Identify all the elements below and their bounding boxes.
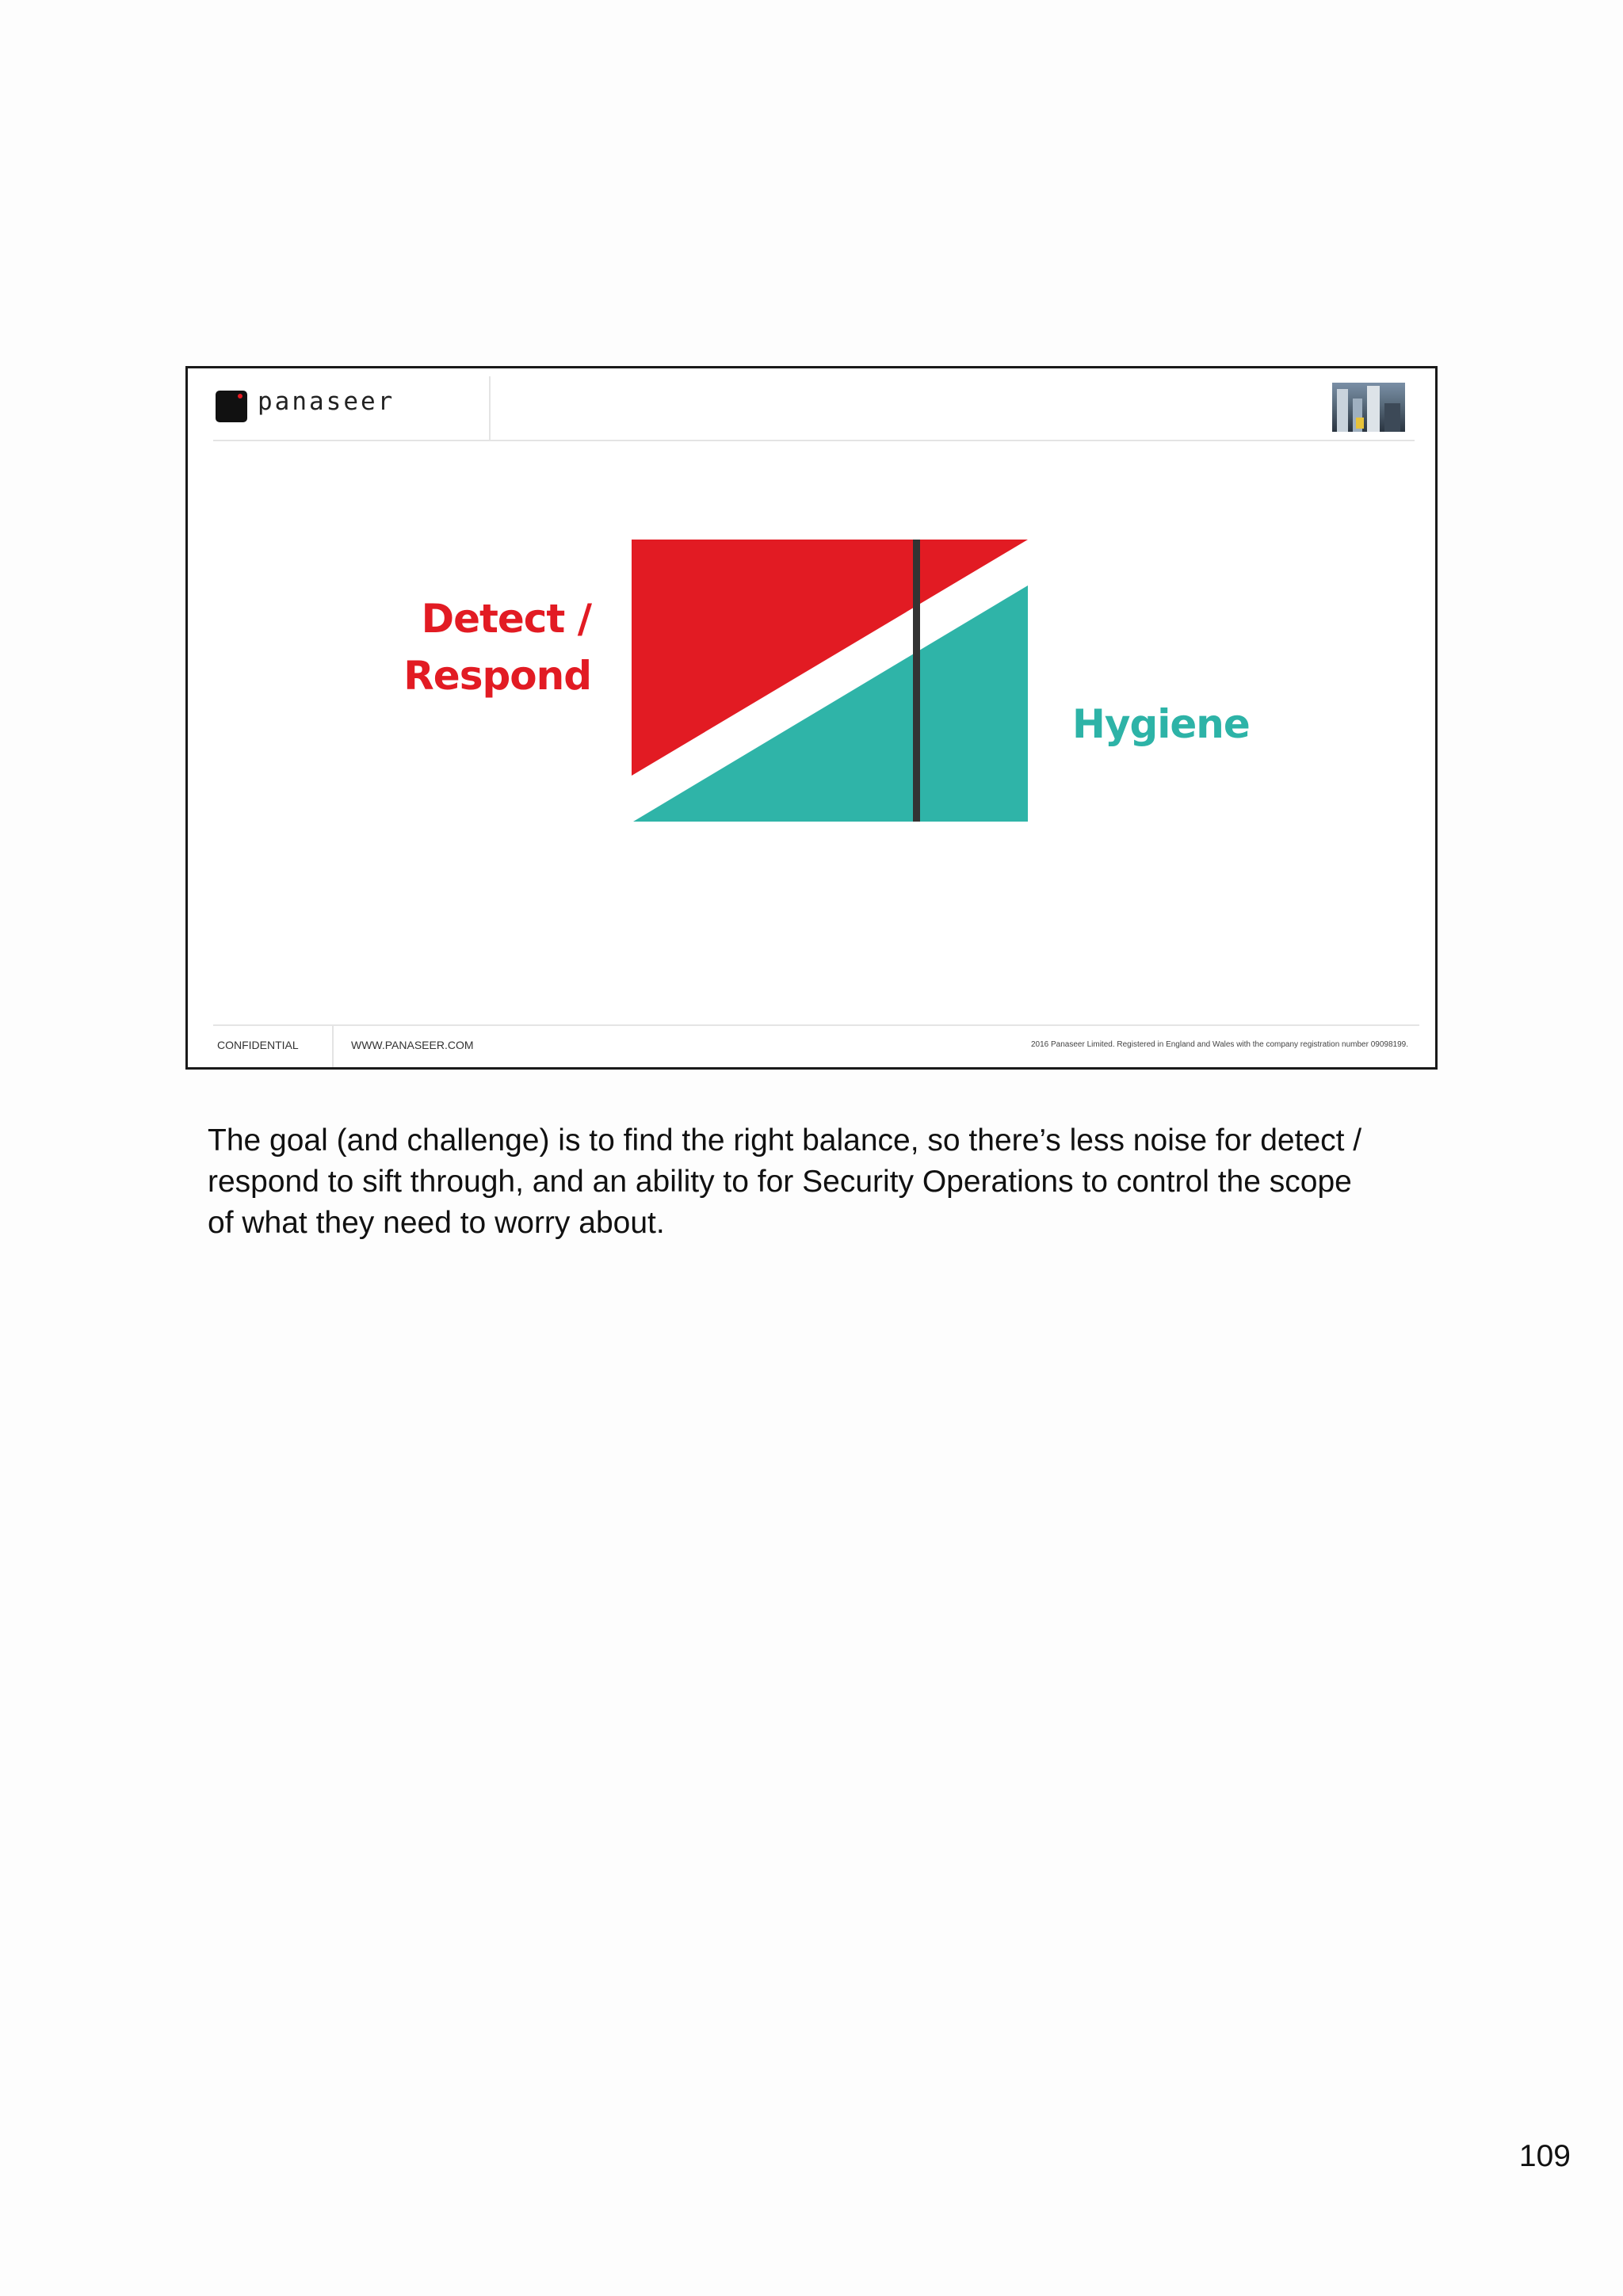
footer-website: WWW.PANASEER.COM xyxy=(351,1039,474,1051)
balance-divider-bar xyxy=(913,540,920,822)
page-number: 109 xyxy=(1518,2139,1571,2173)
footer-divider xyxy=(332,1026,334,1067)
header-divider xyxy=(489,376,491,440)
notes-line: respond to sift through, and an ability to for Security Operations to control the scope xyxy=(208,1165,1352,1199)
detect-respond-label xyxy=(403,590,591,704)
notes-line: of what they need to worry about. xyxy=(208,1206,665,1240)
slide-footer xyxy=(213,1024,1419,1067)
notes-line: The goal (and challenge) is to find the right balance, so there’s less noise for detect / xyxy=(208,1123,1362,1158)
panaseer-logo-icon xyxy=(216,391,247,422)
header-thumbnail-image xyxy=(1332,383,1405,432)
hygiene-label: Hygiene xyxy=(1072,701,1250,747)
footer-legal-text: 2016 Panaseer Limited. Registered in England and Wales with the company registration number 09098199. xyxy=(1030,1040,1408,1049)
detect-label-line1: Detect / xyxy=(421,596,591,642)
balance-diagram xyxy=(632,540,1028,822)
detect-label-line2: Respond xyxy=(403,653,591,699)
footer-confidential: CONFIDENTIAL xyxy=(217,1039,299,1051)
slide-header xyxy=(213,368,1415,441)
speaker-notes xyxy=(208,1120,1460,1244)
slide-frame xyxy=(185,366,1438,1070)
logo-text: panaseer xyxy=(258,387,395,416)
